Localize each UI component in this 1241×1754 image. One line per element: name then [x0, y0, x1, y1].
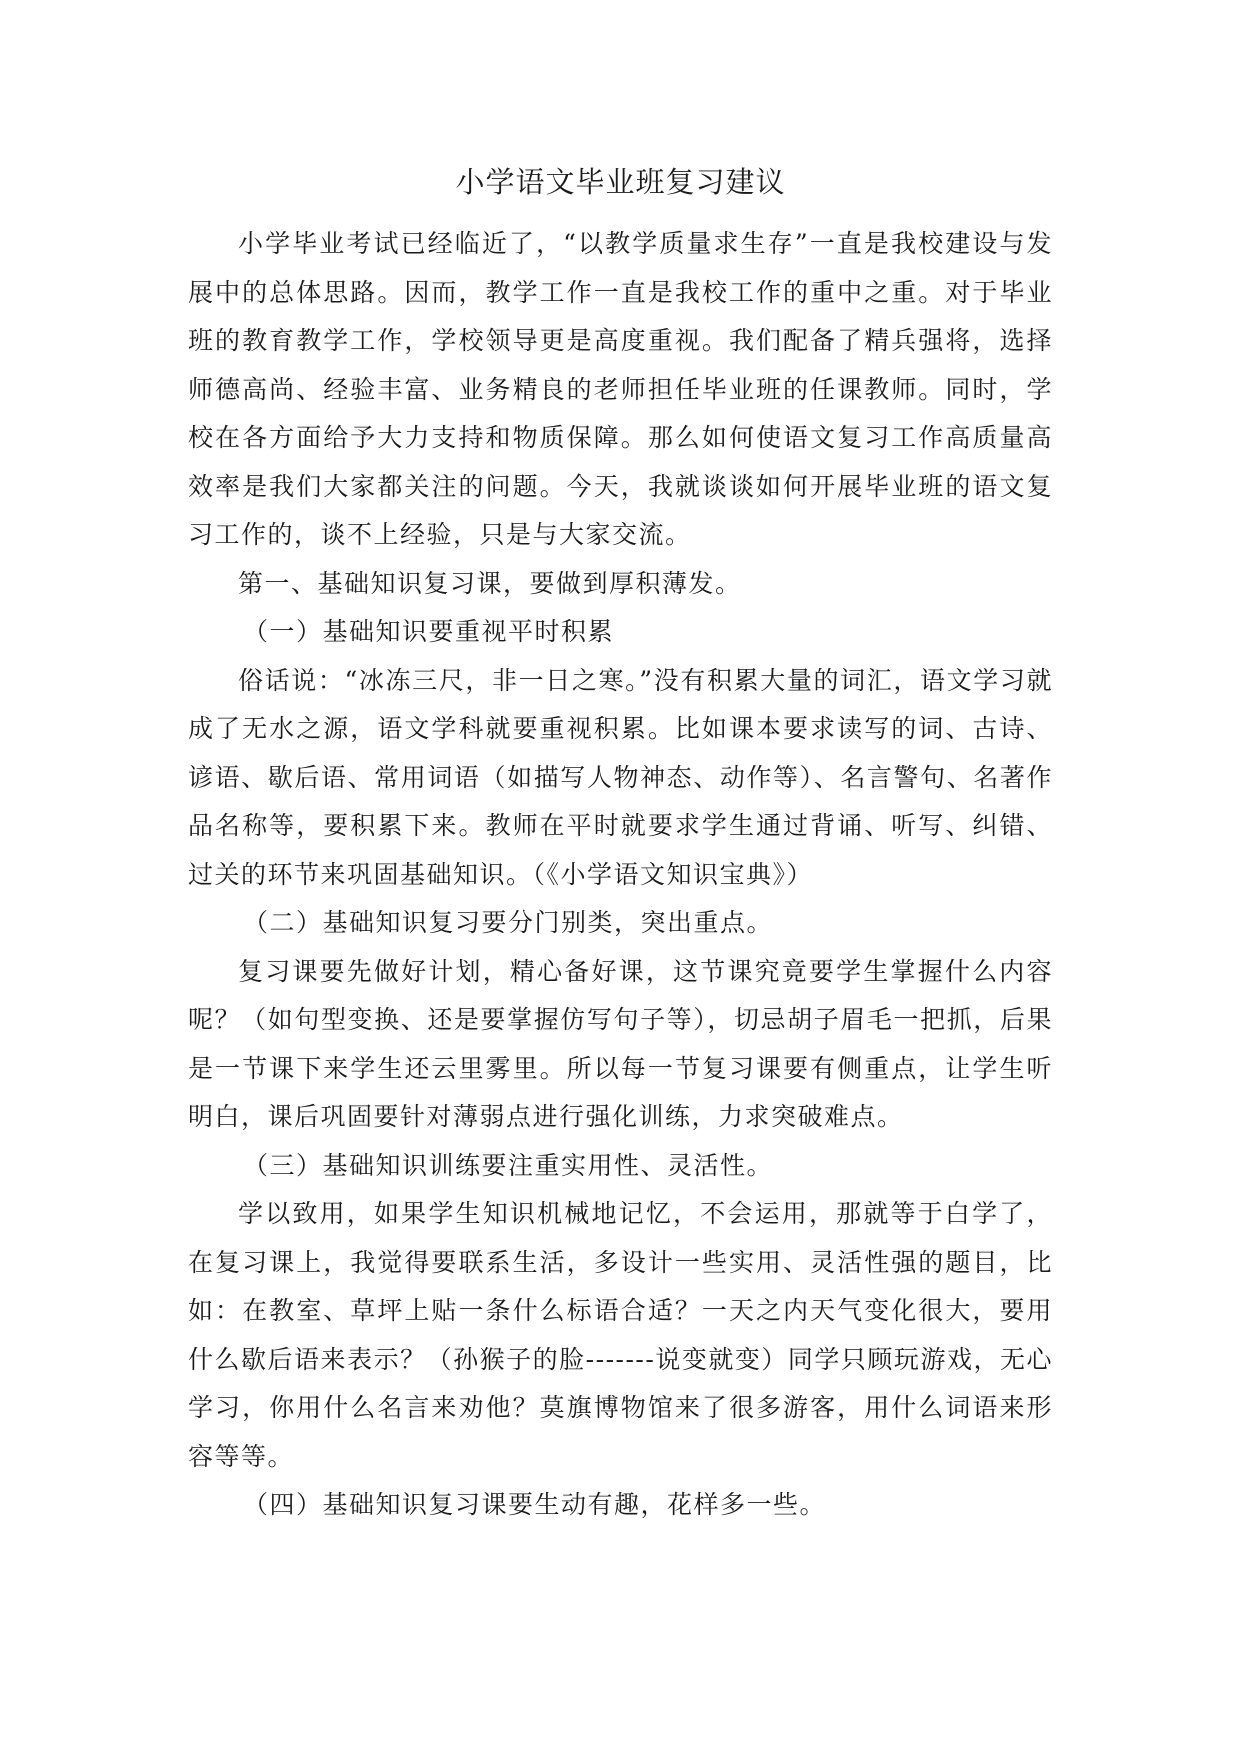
- subsection-heading-2: （二）基础知识复习要分门别类，突出重点。: [243, 908, 774, 937]
- subsection-paragraph-2: 复习课要先做好计划，精心备好课，这节课究竟要学生掌握什么内容呢？（如句型变换、还是要掌握仿写句子等），切忌胡子眉毛一把抓，后果是一节课下来学生还云里雾里。所以每一节复习课要有侧重点，让学生听明白，课后巩固要针对薄弱点进行强化训练，力求突破难点。: [188, 956, 1053, 1131]
- subsection-heading-3: （三）基础知识训练要注重实用性、灵活性。: [243, 1150, 774, 1180]
- intro-paragraph: 小学毕业考试已经临近了，“以教学质量求生存”一直是我校建设与发展中的总体思路。因而，教学工作一直是我校工作的重中之重。对于毕业班的教育教学工作，学校领导更是高度重视。我们配备了精兵强将，选择师德高尚、经验丰富、业务精良的老师担任毕业班的任课教师。同时，学校在各方面给予大力支持和物质保障。那么如何使语文复习工作高质量高效率是我们大家都关注的问题。今天，我就谈谈如何开展毕业班的语文复习工作的，谈不上经验，只是与大家交流。: [188, 229, 1053, 549]
- document-body: [188, 220, 1053, 1530]
- subsection-paragraph-3: 学以致用，如果学生知识机械地记忆，不会运用，那就等于白学了，在复习课上，我觉得要联系生活，多设计一些实用、灵活性强的题目，比如：在教室、草坪上贴一条什么标语合适？一天之内天气变化很大，要用什么歇后语来表示？（孙猴子的脸-------说变就变）同学只顾玩游戏，无心学习，你用什么名言来劝他？莫旗博物馆来了很多游客，用什么词语来形容等等。: [188, 1199, 1053, 1471]
- subsection-heading-1: （一）基础知识要重视平时积累: [243, 617, 615, 646]
- section-heading-1: 第一、基础知识复习课，要做到厚积薄发。: [238, 568, 742, 598]
- page-title: 小学语文毕业班复习建议: [455, 165, 786, 199]
- subsection-paragraph-1: 俗话说：“冰冻三尺，非一日之寒。”没有积累大量的词汇，语文学习就成了无水之源，语文学科就要重视积累。比如课本要求读写的词、古诗、谚语、歇后语、常用词语（如描写人物神态、动作等）、名言警句、名著作品名称等，要积累下来。教师在平时就要求学生通过背诵、听写、纠错、过关的环节来巩固基础知识。（《小学语文知识宝典》）: [188, 665, 1053, 889]
- subsection-heading-4: （四）基础知识复习课要生动有趣，花样多一些。: [243, 1490, 827, 1519]
